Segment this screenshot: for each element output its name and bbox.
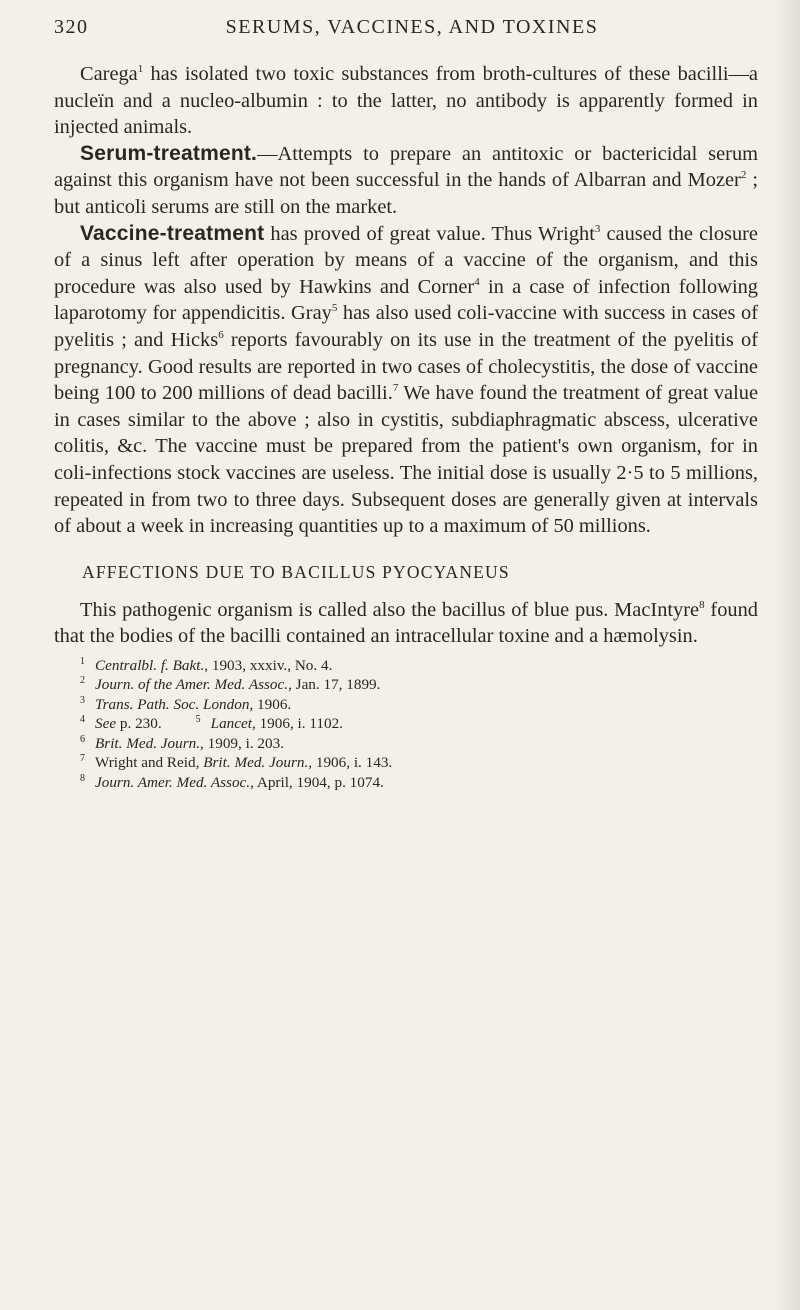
paragraph-text: This pathogenic organism is called also the bacillus of blue pus. MacIntyre [80, 598, 700, 621]
footnote-ref: 1 [137, 63, 144, 76]
footnote-mark: 4 [80, 714, 85, 726]
section-heading: AFFECTIONS DUE TO BACILLUS PYOCYANEUS [82, 561, 510, 582]
footnote-ref: 6 [218, 329, 224, 342]
paragraph-text: We have found the treatment of great value in cases similar to the above ; also in cystitis, subdiaphragmatic abscess, ulcerative colitis, &c. The vaccine must be prepared from the patient's own organism, for in coli-infections stock vaccines are useless. The initial dose is usually 2·5 to 5 millions, repeated in from two to three days. Subsequent doses are generally given at intervals of about a week in increasing quantities up to a maximum of 50 millions. [54, 382, 758, 538]
footnote-2 [80, 675, 758, 695]
paragraph-pyocyaneus [54, 597, 758, 650]
footnote-ref: 3 [594, 222, 601, 235]
paragraph-vaccine-treatment [54, 221, 758, 540]
paragraph-serum-treatment [54, 141, 758, 221]
footnote-mark: 8 [80, 772, 85, 784]
footnotes [54, 656, 758, 793]
paragraph-carega [54, 61, 758, 141]
footnote-ref: 8 [699, 598, 705, 611]
journal-title: Brit. Med. Journ. [95, 734, 201, 752]
journal-title: Trans. Path. Soc. London [95, 695, 250, 713]
footnote-mark: 5 [195, 714, 201, 726]
paragraph-text: caused the closure of a sinus left after operation by means of a vaccine of the organism, and this procedure was also used by Hawkins and Corner [54, 222, 758, 298]
footnote-mark: 3 [80, 694, 85, 706]
side-heading-serum: Serum-treatment. [80, 141, 258, 165]
journal-title: Journ. Amer. Med. Assoc. [95, 773, 251, 791]
citation-detail: , 1906. [249, 695, 292, 713]
footnote-mark: 6 [80, 733, 85, 745]
paragraph-text: has isolated two toxic substances from broth-cultures of these bacilli—a nucleïn and a nucleo-albumin : to the latter, no antibody is apparently formed in injected animals. [54, 63, 758, 139]
footnote-4-5 [80, 714, 758, 734]
journal-title: See [95, 715, 117, 733]
citation-detail: , April, 1904, p. 1074. [250, 773, 384, 791]
footnote-ref: 7 [392, 382, 399, 395]
citation-detail: , Jan. 17, 1899. [288, 676, 381, 694]
footnote-3 [80, 695, 758, 715]
page-edge-shadow [774, 0, 800, 1310]
journal-title: Journ. of the Amer. Med. Assoc. [95, 676, 289, 694]
paragraph-text: has also used coli-vaccine with success in cases of pyelitis ; and Hicks [54, 302, 758, 351]
author-name: Carega [80, 63, 138, 85]
paragraph-text: found that the bodies of the bacilli contained an intracellular toxine and a hæmolysin. [54, 598, 758, 648]
side-heading-vaccine: Vaccine-treatment [80, 221, 265, 245]
footnote-mark: 2 [80, 675, 85, 687]
citation-detail: , 1906, i. 1102. [251, 715, 343, 733]
citation-detail: , 1903, xxxiv., No. 4. [204, 656, 333, 674]
paragraph-text: ; but anticoli serums are still on the market. [54, 169, 759, 218]
running-title: SERUMS, VACCINES, AND TOXINES [225, 16, 599, 38]
footnote-ref: 2 [740, 169, 747, 182]
footnote-mark: 1 [80, 655, 85, 667]
journal-title: Brit. Med. Journ. [203, 754, 309, 772]
paragraph-text: —Attempts to prepare an antitoxic or bactericidal serum against this organism have not been successful in the hands of Albarran and Mozer [54, 142, 758, 192]
citation-authors: Wright and Reid, [95, 754, 204, 772]
footnote-ref: 5 [331, 302, 338, 315]
paragraph-text: in a case of infection following laparotomy for appendicitis. Gray [54, 275, 758, 325]
journal-title: Lancet [210, 715, 252, 733]
footnote-7 [80, 753, 758, 773]
citation-detail: , 1909, i. 203. [200, 734, 284, 752]
running-head [54, 16, 758, 39]
footnote-1 [80, 656, 758, 676]
page-number: 320 [54, 16, 89, 38]
citation-detail: , 1906, i. 143. [308, 754, 393, 772]
journal-title: Centralbl. f. Bakt. [95, 656, 205, 674]
footnote-8 [80, 773, 758, 793]
paragraph-text: has proved of great value. Thus Wright [264, 222, 595, 245]
citation-detail: p. 230. [116, 715, 162, 733]
paragraph-text: reports favourably on its use in the treatment of the pyelitis of pregnancy. Good results are reported in two cases of cholecystitis, the dose of vaccine being 100 to 200 millions of dead bacilli. [54, 328, 758, 405]
footnote-6 [80, 734, 758, 754]
footnote-mark: 7 [80, 753, 85, 765]
footnote-ref: 4 [474, 275, 480, 288]
